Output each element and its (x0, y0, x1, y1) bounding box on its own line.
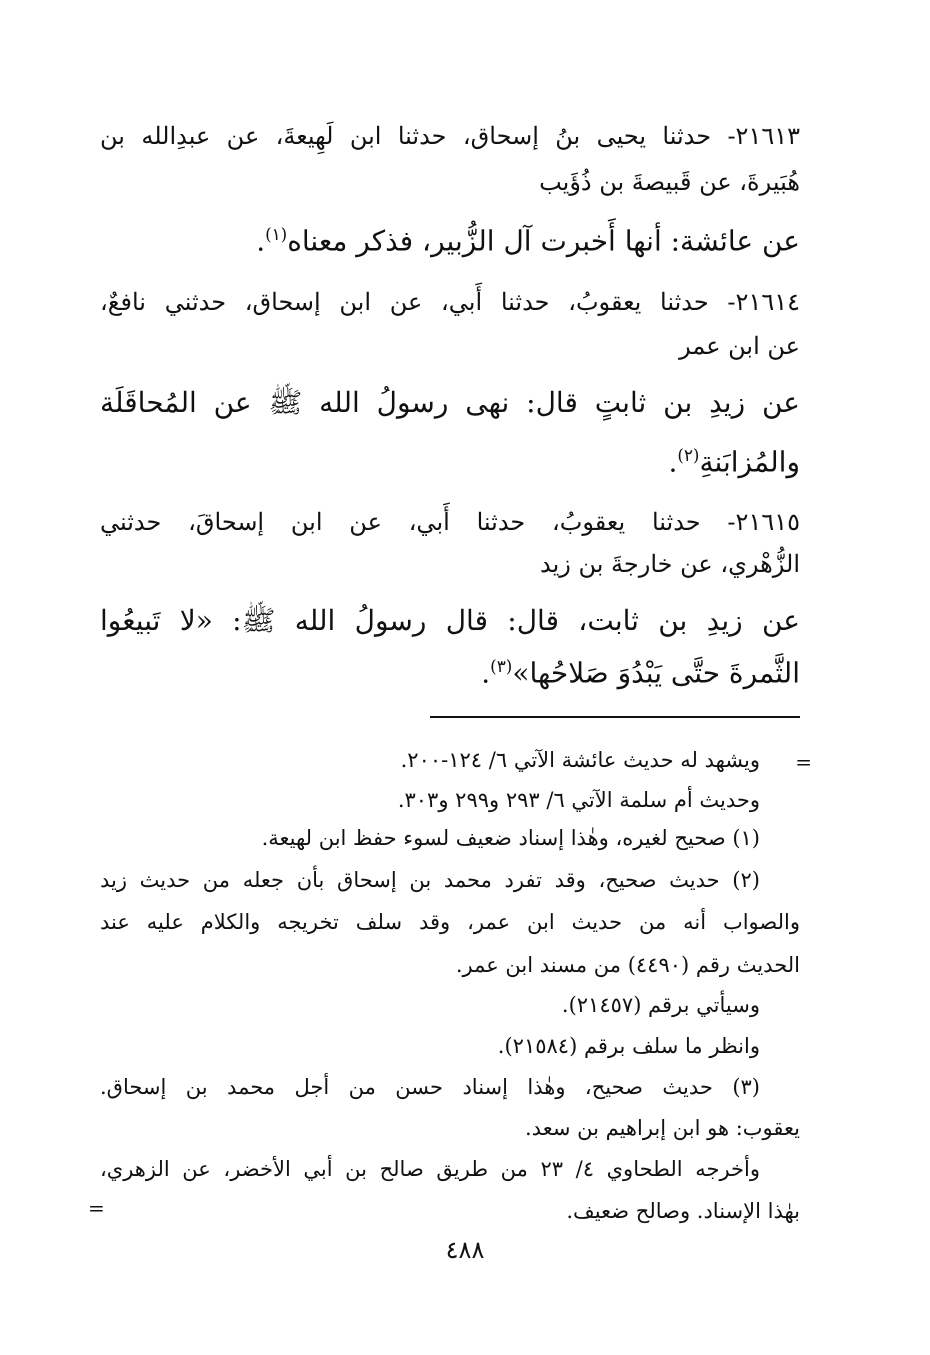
matn-text: والمُزابَنةِ (699, 445, 800, 479)
footnote-line-12: بهٰذا الإسناد. وصالح ضعيف. (566, 1199, 800, 1223)
footnote-line-5: والصواب أنه من حديث ابن عمر، وقد سلف تخريجه والكلام عليه عند (100, 910, 800, 934)
footnote-ref-3: (٣) (490, 656, 513, 676)
footnote-line-2: وحديث أم سلمة الآتي ٦/ ٢٩٣ و٢٩٩ و٣٠٣. (397, 788, 760, 812)
hadith-21614-matn-line-2 (100, 445, 800, 479)
matn-text: عن زيدِ بن ثابت، قال: قال رسولُ الله ﷺ: «لا تَبيعُوا (100, 604, 800, 637)
hadith-21613-isnad-line-2: هُبَيرةَ، عن قَبيصةَ بن ذُؤَيب (539, 168, 800, 196)
hadith-21615-matn-line-1 (100, 604, 800, 637)
hadith-21614-isnad-line-1: ٢١٦١٤- حدثنا يعقوبُ، حدثنا أَبي، عن ابن إسحاق، حدثني نافعٌ، (100, 288, 800, 316)
hadith-21614-matn-line-1 (100, 386, 800, 419)
footnote-line-3: (١) صحيح لغيره، وهٰذا إسناد ضعيف لسوء حفظ ابن لهيعة. (261, 826, 760, 850)
matn-tail: . (481, 656, 491, 690)
footnote-line-7: وسيأتي برقم (٢١٤٥٧). (561, 993, 760, 1017)
hadith-21615-isnad-line-1: ٢١٦١٥- حدثنا يعقوبُ، حدثنا أَبي، عن ابن إسحاقَ، حدثني (100, 508, 800, 536)
footnote-line-10: يعقوب: هو ابن إبراهيم بن سعد. (525, 1116, 800, 1140)
hadith-21613-matn (100, 224, 800, 258)
hadith-21615-isnad-line-2: الزُّهْري، عن خارجةَ بن زيد (539, 550, 800, 578)
footnote-ref-2: (٢) (677, 445, 700, 465)
footnote-ref-1: (١) (265, 224, 288, 244)
footnote-line-8: وانظر ما سلف برقم (٢١٥٨٤). (497, 1034, 760, 1058)
hadith-21614-isnad-line-2: عن ابن عمر (679, 332, 800, 360)
footnote-line-4: (٢) حديث صحيح، وقد تفرد محمد بن إسحاق بأن جعله من حديث زيد (100, 868, 760, 892)
matn-tail: . (256, 224, 266, 258)
matn-text: عن عائشة: أنها أَخبرت آل الزُّبير، فذكر معناه (287, 224, 800, 258)
footnote-line-9: (٣) حديث صحيح، وهٰذا إسناد حسن من أجل محمد بن إسحاق. (100, 1075, 760, 1099)
page-number: ٤٨٨ (445, 1236, 485, 1264)
hadith-21615-matn-line-2 (100, 656, 800, 690)
continuation-marker-top: = (795, 750, 812, 774)
matn-tail: . (668, 445, 678, 479)
matn-text: عن زيدِ بن ثابتٍ قال: نهى رسولُ الله ﷺ عن المُحاقَلَة (100, 386, 800, 419)
hadith-21613-isnad-line-1: ٢١٦١٣- حدثنا يحيى بنُ إسحاق، حدثنا ابن لَهِيعةَ، عن عبدِالله بن (100, 122, 800, 150)
footnote-line-11: وأخرجه الطحاوي ٤/ ٢٣ من طريق صالح بن أبي الأخضر، عن الزهري، (100, 1157, 760, 1181)
matn-text: الثَّمرةَ حتَّى يَبْدُوَ صَلاحُها» (512, 656, 800, 690)
footnote-line-1: ويشهد له حديث عائشة الآتي ٦/ ١٢٤-٢٠٠. (400, 748, 760, 772)
footnote-line-6: الحديث رقم (٤٤٩٠) من مسند ابن عمر. (455, 953, 800, 977)
footnote-separator (430, 716, 800, 718)
continuation-marker-bottom: = (88, 1196, 105, 1220)
